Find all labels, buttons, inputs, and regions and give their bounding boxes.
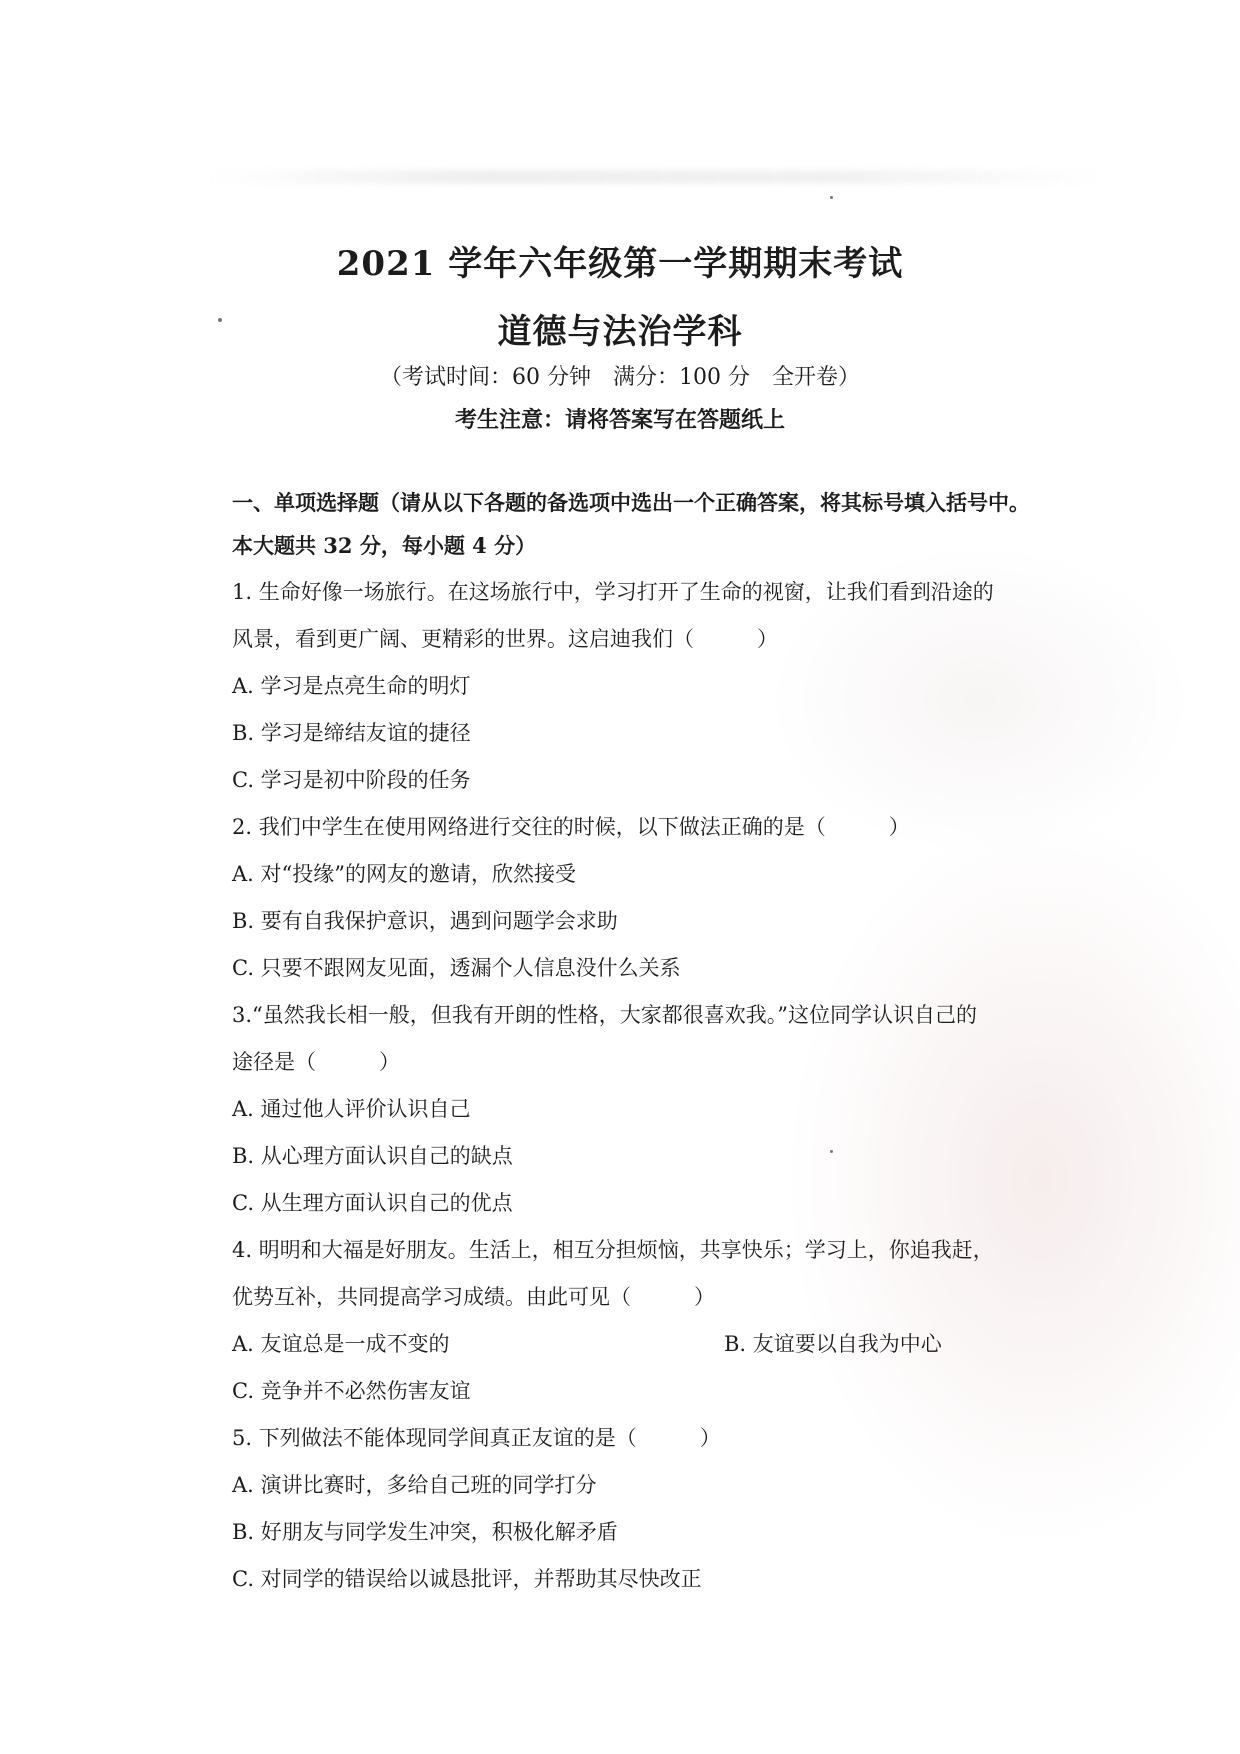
question-1-option-a: A. 学习是点亮生命的明灯 [232, 674, 471, 698]
question-2-option-c: C. 只要不跟网友见面，透漏个人信息没什么关系 [232, 956, 681, 980]
question-2-option-a: A. 对“投缘”的网友的邀请，欣然接受 [232, 862, 576, 886]
question-3-option-b: B. 从心理方面认识自己的缺点 [232, 1144, 513, 1168]
question-2-stem: 2. 我们中学生在使用网络进行交往的时候，以下做法正确的是（ ） [232, 815, 910, 839]
question-3-option-a: A. 通过他人评价认识自己 [232, 1097, 471, 1121]
question-4-stem: 4. 明明和大福是好朋友。生活上，相互分担烦恼，共享快乐；学习上，你追我赶， [232, 1238, 994, 1262]
ink-speck [830, 196, 833, 199]
question-2-option-b: B. 要有自我保护意识，遇到问题学会求助 [232, 909, 618, 933]
candidate-notice: 考生注意：请将答案写在答题纸上 [454, 407, 785, 433]
bleed-through-text [210, 170, 1110, 184]
question-4-stem-cont: 优势互补，共同提高学习成绩。由此可见（ ） [232, 1285, 715, 1309]
question-4-option-c: C. 竞争并不必然伤害友谊 [232, 1379, 471, 1403]
question-1-option-b: B. 学习是缔结友谊的捷径 [232, 721, 471, 745]
exam-info: （考试时间：60 分钟 满分：100 分 全开卷） [380, 365, 860, 390]
question-4-option-a: A. 友谊总是一成不变的 [232, 1332, 450, 1356]
question-5-stem: 5. 下列做法不能体现同学间真正友谊的是（ ） [232, 1426, 721, 1450]
question-5-option-c: C. 对同学的错误给以诚恳批评，并帮助其尽快改正 [232, 1567, 702, 1591]
section-heading-cont: 本大题共 32 分，每小题 4 分） [232, 533, 537, 558]
question-3-stem-cont: 途径是（ ） [232, 1050, 400, 1074]
section-heading: 一、单项选择题（请从以下各题的备选项中选出一个正确答案，将其标号填入括号中。 [232, 490, 1030, 515]
question-5-option-a: A. 演讲比赛时，多给自己班的同学打分 [232, 1473, 597, 1497]
question-1-option-c: C. 学习是初中阶段的任务 [232, 768, 471, 792]
ink-speck [830, 1150, 833, 1153]
exam-title: 2021 学年六年级第一学期期末考试 [336, 244, 904, 284]
question-5-option-b: B. 好朋友与同学发生冲突，积极化解矛盾 [232, 1520, 618, 1544]
question-3-option-c: C. 从生理方面认识自己的优点 [232, 1191, 513, 1215]
question-1-stem: 1. 生命好像一场旅行。在这场旅行中，学习打开了生命的视窗，让我们看到沿途的 [232, 580, 994, 604]
subject-title: 道德与法治学科 [497, 312, 743, 352]
question-1-stem-cont: 风景，看到更广阔、更精彩的世界。这启迪我们（ ） [232, 627, 778, 651]
question-4-option-b: B. 友谊要以自我为中心 [724, 1332, 942, 1356]
question-3-stem: 3.“虽然我长相一般，但我有开朗的性格，大家都很喜欢我。”这位同学认识自己的 [232, 1003, 978, 1027]
